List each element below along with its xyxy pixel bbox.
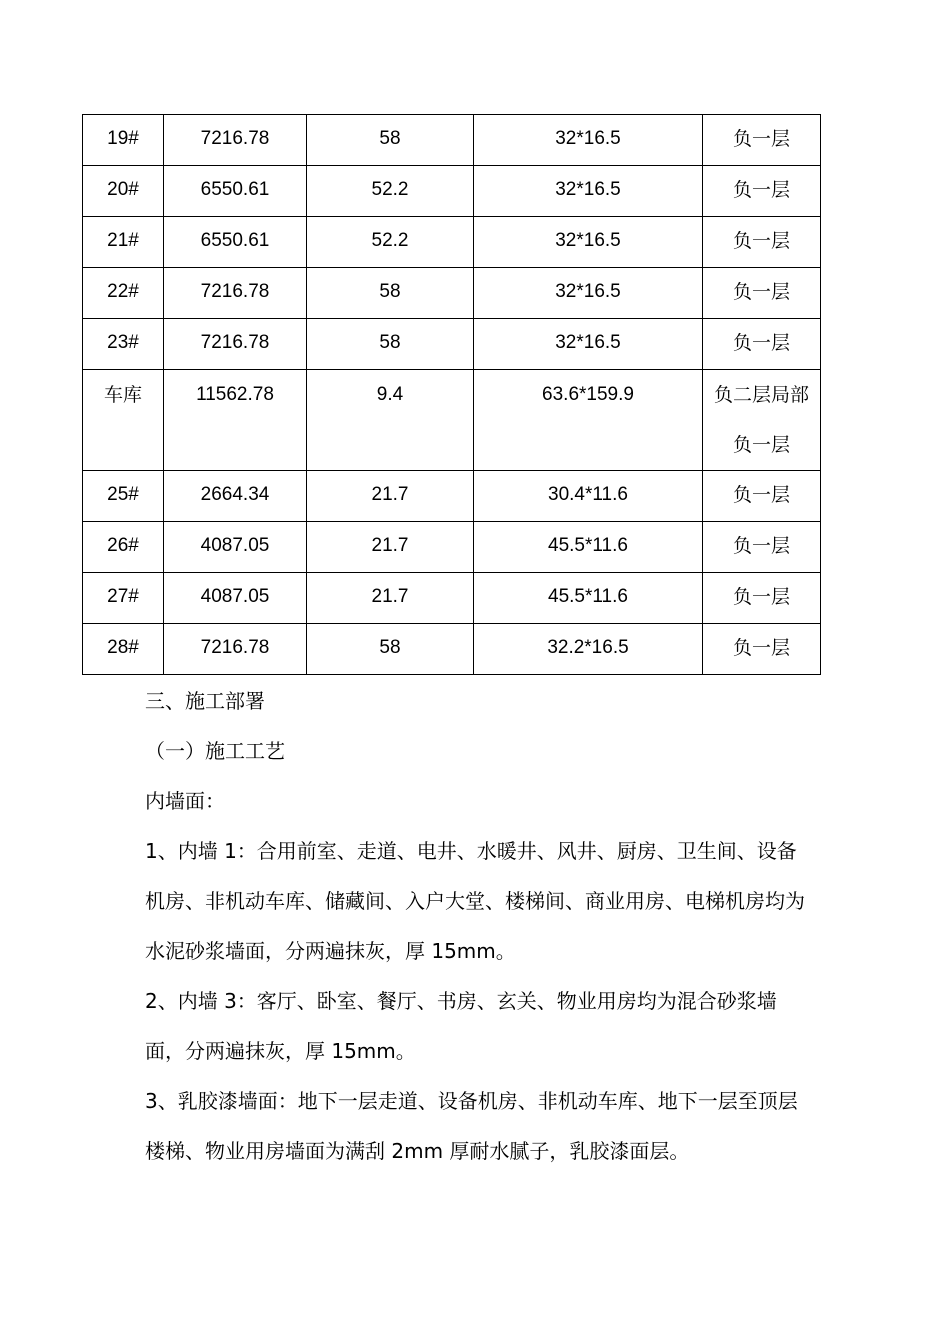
paragraph-item: 2、内墙 3：客厅、卧室、餐厅、书房、玄关、物业用房均为混合砂浆墙面，分两遍抹灰，厚 15mm。 xyxy=(145,989,777,1063)
table-row xyxy=(83,471,821,522)
table-cell: 负一层 xyxy=(703,319,821,370)
table-row xyxy=(83,115,821,166)
table-row xyxy=(83,166,821,217)
paragraph-item: 3、乳胶漆墙面：地下一层走道、设备机房、非机动车库、地下一层至顶层楼梯、物业用房墙面为满刮 2mm 厚耐水腻子，乳胶漆面层。 xyxy=(145,1089,798,1163)
subsection-heading: （一）施工工艺 xyxy=(145,739,285,763)
table-cell: 11562.78 xyxy=(164,370,307,471)
table-cell: 2664.34 xyxy=(164,471,307,522)
building-data-table xyxy=(82,114,821,675)
table-cell: 9.4 xyxy=(307,370,474,471)
table-cell: 21.7 xyxy=(307,471,474,522)
table-cell: 4087.05 xyxy=(164,522,307,573)
table-cell: 32*16.5 xyxy=(474,115,703,166)
section-heading: 三、施工部署 xyxy=(145,689,265,713)
table-cell: 45.5*11.6 xyxy=(474,573,703,624)
table-row xyxy=(83,319,821,370)
table-cell: 27# xyxy=(83,573,164,624)
table-cell: 21.7 xyxy=(307,573,474,624)
table-cell: 58 xyxy=(307,268,474,319)
table-row xyxy=(83,370,821,471)
document-body xyxy=(145,676,815,1176)
table-cell: 32*16.5 xyxy=(474,319,703,370)
table-row xyxy=(83,268,821,319)
table-cell: 21.7 xyxy=(307,522,474,573)
table-cell: 58 xyxy=(307,115,474,166)
table-cell: 车库 xyxy=(83,370,164,471)
table-cell: 7216.78 xyxy=(164,115,307,166)
table-cell: 负一层 xyxy=(703,522,821,573)
table-cell: 负二层局部负一层 xyxy=(703,370,821,471)
table-cell: 20# xyxy=(83,166,164,217)
paragraph-item: 1、内墙 1：合用前室、走道、电井、水暖井、风井、厨房、卫生间、设备机房、非机动车库、储藏间、入户大堂、楼梯间、商业用房、电梯机房均为水泥砂浆墙面，分两遍抹灰，厚 15mm。 xyxy=(145,839,805,963)
table-cell: 45.5*11.6 xyxy=(474,522,703,573)
table-cell: 7216.78 xyxy=(164,624,307,675)
table-cell: 26# xyxy=(83,522,164,573)
table-cell: 负一层 xyxy=(703,268,821,319)
table-cell: 负一层 xyxy=(703,471,821,522)
table-cell: 21# xyxy=(83,217,164,268)
table-cell: 28# xyxy=(83,624,164,675)
table-cell: 负一层 xyxy=(703,624,821,675)
table-cell: 63.6*159.9 xyxy=(474,370,703,471)
table-cell: 32.2*16.5 xyxy=(474,624,703,675)
table-cell: 负一层 xyxy=(703,217,821,268)
table-cell: 32*16.5 xyxy=(474,166,703,217)
table-cell: 32*16.5 xyxy=(474,268,703,319)
table-cell: 6550.61 xyxy=(164,217,307,268)
table-cell: 23# xyxy=(83,319,164,370)
table-row xyxy=(83,624,821,675)
table-cell: 6550.61 xyxy=(164,166,307,217)
table-cell: 负一层 xyxy=(703,166,821,217)
table-cell: 7216.78 xyxy=(164,268,307,319)
table-cell: 52.2 xyxy=(307,166,474,217)
table-cell: 22# xyxy=(83,268,164,319)
table-cell: 负一层 xyxy=(703,115,821,166)
table-cell: 58 xyxy=(307,319,474,370)
table-cell: 负一层 xyxy=(703,573,821,624)
table-cell: 4087.05 xyxy=(164,573,307,624)
table-cell: 32*16.5 xyxy=(474,217,703,268)
table-cell: 25# xyxy=(83,471,164,522)
section-label: 内墙面： xyxy=(145,789,225,813)
table-cell: 19# xyxy=(83,115,164,166)
table-cell: 7216.78 xyxy=(164,319,307,370)
table-cell: 58 xyxy=(307,624,474,675)
table-row xyxy=(83,573,821,624)
table-cell: 52.2 xyxy=(307,217,474,268)
table-row xyxy=(83,522,821,573)
table-row xyxy=(83,217,821,268)
table-cell: 30.4*11.6 xyxy=(474,471,703,522)
